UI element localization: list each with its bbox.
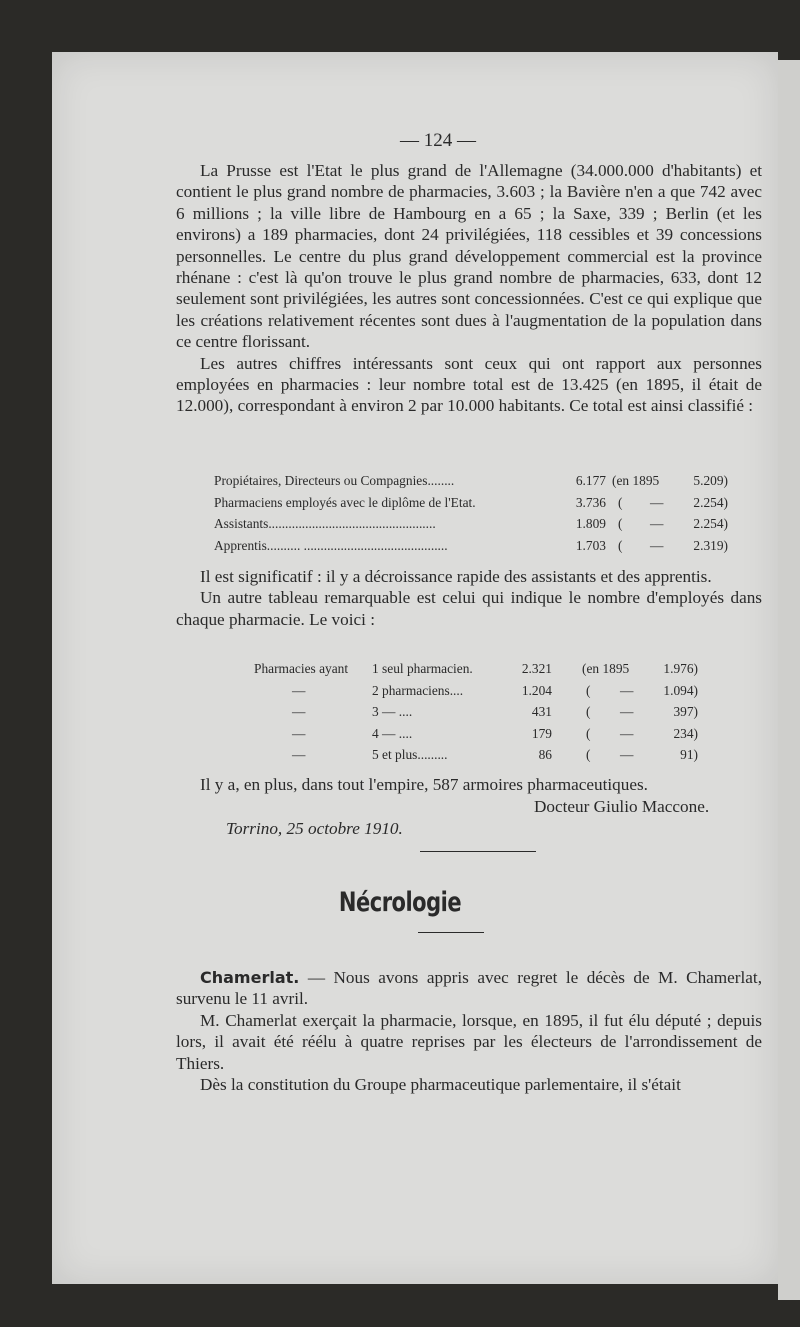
row-value: 431: [531, 704, 552, 720]
row-lead: Pharmacies ayant: [254, 661, 349, 676]
section-heading: Nécrologie: [338, 887, 462, 917]
row-open: (: [586, 704, 591, 720]
body-text-top: [176, 160, 762, 417]
row-prev: 91): [680, 747, 698, 763]
table-row: [254, 701, 698, 723]
row-dash: —: [620, 682, 634, 698]
table-row: [214, 535, 734, 557]
row-dash: —: [620, 747, 634, 763]
table-row: [254, 744, 698, 766]
row-label: 5 et plus.........: [372, 747, 448, 763]
necrology-paragraph-1: [176, 967, 762, 1010]
row-open: (: [586, 682, 591, 698]
heading-underline: [418, 932, 484, 933]
row-prev: 2.319): [693, 537, 728, 553]
paragraph-significatif: Il est significatif : il y a décroissance rapide des assistants et des apprentis.: [200, 567, 712, 586]
row-prev: 1.976): [663, 661, 698, 676]
row-label: 4 — ....: [372, 725, 413, 741]
row-label: 1 seul pharmacien.: [372, 661, 473, 676]
paragraph-employes: Les autres chiffres intéressants sont ceux qui ont rapport aux personnes employées en pharmacies : leur nombre total est de 13.425 (en 1895, il était de 12.000), correspondant à environ 2 par 10.000 habitants. Ce total est ainsi classifié :: [176, 353, 762, 416]
necrology-paragraph-3: Dès la constitution du Groupe pharmaceutique parlementaire, il s'était: [200, 1075, 681, 1095]
place-date: Torrino, 25 octobre 1910.: [226, 819, 403, 838]
table-row: [214, 492, 734, 514]
table-employes-par-pharmacie: [254, 658, 698, 766]
row-value: 1.703: [575, 537, 606, 553]
signature: Docteur Giulio Maccone.: [534, 797, 710, 816]
row-dash: —: [620, 704, 634, 720]
row-value: 6.177: [575, 473, 606, 488]
necrology-text: [176, 967, 762, 1095]
row-open: (: [586, 725, 591, 741]
row-open: (en 1895: [582, 661, 630, 676]
row-value: 1.204: [521, 682, 552, 698]
row-lead: —: [292, 747, 306, 763]
table-personnel: [214, 470, 734, 556]
row-lead: —: [292, 704, 306, 720]
row-prev: 234): [673, 725, 698, 741]
table-row: [214, 513, 734, 535]
row-value: 2.321: [521, 661, 552, 676]
necrology-paragraph-2: M. Chamerlat exerçait la pharmacie, lorsque, en 1895, il fut élu député ; depuis lors, il avait été réélu à quatre reprises par les électeurs de l'arrondissement de Thiers.: [176, 1010, 762, 1073]
body-text-mid: [176, 566, 762, 630]
row-prev: 5.209): [693, 473, 728, 488]
row-open: (: [586, 747, 591, 763]
row-value: 86: [538, 747, 552, 763]
row-label: Pharmaciens employés avec le diplôme de l'Etat.: [214, 494, 476, 510]
row-dash: —: [650, 516, 664, 532]
divider-rule: [420, 851, 536, 852]
necro-name: Chamerlat.: [200, 968, 300, 987]
table-row: [254, 680, 698, 702]
paragraph-armoires: Il y a, en plus, dans tout l'empire, 587 armoires pharmaceutiques.: [200, 775, 648, 794]
row-dash: —: [620, 725, 634, 741]
row-open: (en 1895: [612, 473, 660, 488]
row-open: (: [618, 494, 623, 510]
row-open: (: [618, 516, 623, 532]
row-dash: —: [650, 494, 664, 510]
row-lead: —: [292, 682, 306, 698]
necro-p1-rest: — Nous avons appris avec regret le décès de M. Chamerlat, survenu le 11 avril.: [176, 968, 762, 1009]
row-label: 3 — ....: [372, 704, 413, 720]
page-edge: [778, 60, 800, 1300]
table-row: [254, 658, 698, 680]
row-lead: —: [292, 725, 306, 741]
page-number: — 124 —: [400, 130, 476, 151]
table-row: [254, 723, 698, 745]
table-row: [214, 470, 734, 492]
paragraph-tableau: Un autre tableau remarquable est celui qui indique le nombre d'employés dans chaque pharmacie. Le voici :: [176, 588, 762, 629]
row-dash: —: [650, 537, 664, 553]
row-label: Propiétaires, Directeurs ou Compagnies........: [214, 473, 455, 488]
row-prev: 397): [673, 704, 698, 720]
paragraph-prusse: La Prusse est l'Etat le plus grand de l'Allemagne (34.000.000 d'habitants) et contient le plus grand nombre de pharmacies, 3.603 ; la Bavière n'en a que 742 avec 6 millions ; la ville libre de Hambourg en a 65 ; la Saxe, 339 ; Berlin (et les environs) a 189 pharmacies, dont 24 privilégiées, 118 cessibles et 39 concessions personnelles. Le centre du plus grand développement commercial est la province rhénane : c'est là qu'on trouve le plus grand nombre de pharmacies, 633, dont 12 seulement sont privilégiées, les autres sont concessionnées. C'est ce qui explique que les créations relativement récentes sont dues à l'augmentation de la population dans ce centre florissant.: [176, 161, 762, 352]
row-label: Apprentis.......... ...........................................: [214, 537, 448, 553]
row-label: 2 pharmaciens....: [372, 682, 464, 698]
row-label: Assistants..................................................: [214, 516, 436, 532]
row-open: (: [618, 537, 623, 553]
row-value: 179: [531, 725, 552, 741]
row-prev: 1.094): [663, 682, 698, 698]
row-value: 1.809: [575, 516, 606, 532]
row-value: 3.736: [575, 494, 606, 510]
row-prev: 2.254): [693, 516, 728, 532]
row-prev: 2.254): [693, 494, 728, 510]
